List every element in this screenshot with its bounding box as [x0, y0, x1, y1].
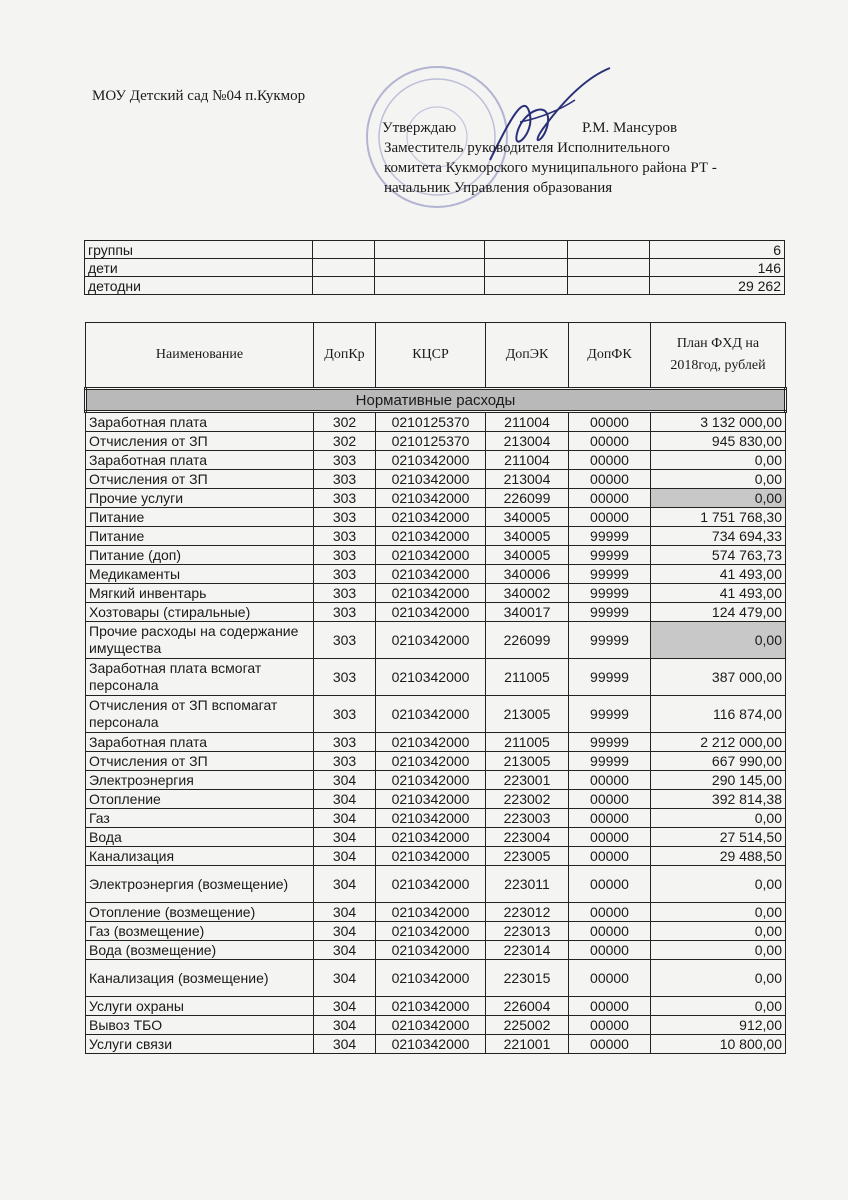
table-row: [86, 565, 786, 584]
row-plan: 392 814,38: [651, 790, 786, 809]
row-dopek: 221001: [486, 1035, 569, 1054]
row-dopek: 223002: [486, 790, 569, 809]
row-dopkr: 303: [314, 696, 376, 733]
row-dopek: 223015: [486, 960, 569, 997]
row-plan: 27 514,50: [651, 828, 786, 847]
header-name: Наименование: [86, 323, 314, 389]
row-plan: 290 145,00: [651, 771, 786, 790]
row-kcsr: 0210342000: [376, 809, 486, 828]
row-dopfk: 99999: [569, 565, 651, 584]
table-row: [86, 527, 786, 546]
row-name: Отчисления от ЗП: [86, 752, 314, 771]
row-dopek: 340002: [486, 584, 569, 603]
empty-cell: [568, 259, 650, 277]
row-dopek: 213005: [486, 752, 569, 771]
row-plan: 387 000,00: [651, 659, 786, 696]
row-kcsr: 0210342000: [376, 546, 486, 565]
row-plan: 2 212 000,00: [651, 733, 786, 752]
row-dopkr: 303: [314, 527, 376, 546]
approve-word: Утверждаю: [382, 120, 457, 136]
row-dopfk: 00000: [569, 790, 651, 809]
row-plan: 0,00: [651, 941, 786, 960]
row-plan: 945 830,00: [651, 432, 786, 451]
table-row: [86, 603, 786, 622]
row-name: Заработная плата: [86, 412, 314, 432]
table-row: [86, 489, 786, 508]
row-kcsr: 0210342000: [376, 922, 486, 941]
table-row: [86, 696, 786, 733]
row-dopek: 340006: [486, 565, 569, 584]
organization-name: МОУ Детский сад №04 п.Кукмор: [92, 88, 306, 104]
row-dopek: 213004: [486, 432, 569, 451]
row-dopek: 211004: [486, 451, 569, 470]
row-dopfk: 00000: [569, 771, 651, 790]
row-dopkr: 304: [314, 941, 376, 960]
row-kcsr: 0210125370: [376, 432, 486, 451]
row-dopkr: 303: [314, 470, 376, 489]
row-name: Заработная плата: [86, 451, 314, 470]
table-row: [86, 941, 786, 960]
row-kcsr: 0210342000: [376, 960, 486, 997]
row-plan: 124 479,00: [651, 603, 786, 622]
row-dopfk: 00000: [569, 866, 651, 903]
row-dopfk: 00000: [569, 1016, 651, 1035]
row-name: Заработная плата: [86, 733, 314, 752]
row-plan: 29 488,50: [651, 847, 786, 866]
row-kcsr: 0210342000: [376, 1016, 486, 1035]
row-name: Отчисления от ЗП: [86, 470, 314, 489]
empty-cell: [375, 259, 485, 277]
row-name: Услуги связи: [86, 1035, 314, 1054]
row-dopfk: 00000: [569, 922, 651, 941]
row-dopkr: 304: [314, 960, 376, 997]
row-plan: 0,00: [651, 622, 786, 659]
row-dopfk: 00000: [569, 997, 651, 1016]
row-plan: 41 493,00: [651, 565, 786, 584]
row-name: Вода: [86, 828, 314, 847]
row-dopkr: 303: [314, 584, 376, 603]
row-dopkr: 303: [314, 603, 376, 622]
table-row: [86, 470, 786, 489]
row-dopkr: 303: [314, 546, 376, 565]
header-dopfk: ДопФК: [569, 323, 651, 389]
row-dopek: 340005: [486, 527, 569, 546]
row-plan: 0,00: [651, 997, 786, 1016]
row-kcsr: 0210342000: [376, 584, 486, 603]
row-plan: 574 763,73: [651, 546, 786, 565]
row-dopek: 226099: [486, 489, 569, 508]
row-kcsr: 0210342000: [376, 470, 486, 489]
row-kcsr: 0210342000: [376, 866, 486, 903]
row-plan: 0,00: [651, 470, 786, 489]
table-row: [86, 432, 786, 451]
empty-cell: [568, 241, 650, 259]
row-plan: 10 800,00: [651, 1035, 786, 1054]
budget-table: [84, 322, 787, 1054]
row-dopek: 340005: [486, 546, 569, 565]
row-name: Отчисления от ЗП вспомагат персонала: [86, 696, 314, 733]
row-dopek: 211005: [486, 733, 569, 752]
row-dopkr: 303: [314, 489, 376, 508]
row-dopfk: 99999: [569, 527, 651, 546]
table-row: [86, 752, 786, 771]
row-dopfk: 99999: [569, 659, 651, 696]
row-plan: 0,00: [651, 809, 786, 828]
row-kcsr: 0210342000: [376, 1035, 486, 1054]
table-row: [86, 790, 786, 809]
row-dopek: 223001: [486, 771, 569, 790]
row-name: Питание (доп): [86, 546, 314, 565]
row-dopfk: 00000: [569, 960, 651, 997]
row-dopfk: 00000: [569, 828, 651, 847]
row-kcsr: 0210342000: [376, 752, 486, 771]
row-kcsr: 0210342000: [376, 622, 486, 659]
row-dopkr: 302: [314, 432, 376, 451]
section-row: [86, 389, 786, 412]
table-row: [86, 771, 786, 790]
row-kcsr: 0210342000: [376, 903, 486, 922]
row-name: Канализация: [86, 847, 314, 866]
row-plan: 3 132 000,00: [651, 412, 786, 432]
row-dopfk: 00000: [569, 1035, 651, 1054]
empty-cell: [485, 259, 568, 277]
table-row: [86, 809, 786, 828]
row-dopek: 223004: [486, 828, 569, 847]
empty-cell: [313, 277, 375, 295]
row-kcsr: 0210342000: [376, 790, 486, 809]
stats-row: [85, 259, 785, 277]
row-kcsr: 0210342000: [376, 733, 486, 752]
row-name: Питание: [86, 527, 314, 546]
row-dopkr: 303: [314, 659, 376, 696]
row-dopek: 223005: [486, 847, 569, 866]
table-header-row: [86, 323, 786, 389]
row-dopek: 223011: [486, 866, 569, 903]
table-row: [86, 1016, 786, 1035]
table-row: [86, 847, 786, 866]
row-kcsr: 0210342000: [376, 696, 486, 733]
row-name: Прочие расходы на содержание имущества: [86, 622, 314, 659]
row-plan: 0,00: [651, 489, 786, 508]
row-name: Электроэнергия: [86, 771, 314, 790]
row-plan: 734 694,33: [651, 527, 786, 546]
header-dopek: ДопЭК: [486, 323, 569, 389]
row-dopek: 340017: [486, 603, 569, 622]
row-plan: 667 990,00: [651, 752, 786, 771]
row-dopfk: 00000: [569, 809, 651, 828]
row-dopfk: 00000: [569, 489, 651, 508]
empty-cell: [485, 277, 568, 295]
row-dopkr: 304: [314, 922, 376, 941]
row-dopkr: 304: [314, 847, 376, 866]
approver-position-line: Заместитель руководителя Исполнительного: [384, 140, 670, 156]
row-plan: 0,00: [651, 451, 786, 470]
row-plan: 116 874,00: [651, 696, 786, 733]
row-dopek: 211005: [486, 659, 569, 696]
table-row: [86, 960, 786, 997]
row-name: Газ (возмещение): [86, 922, 314, 941]
row-kcsr: 0210342000: [376, 489, 486, 508]
row-plan: 0,00: [651, 922, 786, 941]
row-kcsr: 0210342000: [376, 451, 486, 470]
row-dopek: 225002: [486, 1016, 569, 1035]
stats-label: дети: [85, 259, 313, 277]
row-dopek: 213004: [486, 470, 569, 489]
row-dopkr: 303: [314, 565, 376, 584]
empty-cell: [375, 277, 485, 295]
empty-cell: [485, 241, 568, 259]
table-row: [86, 997, 786, 1016]
row-dopfk: 99999: [569, 584, 651, 603]
row-dopek: 223013: [486, 922, 569, 941]
row-dopek: 211004: [486, 412, 569, 432]
row-name: Хозтовары (стиральные): [86, 603, 314, 622]
row-dopek: 226099: [486, 622, 569, 659]
table-row: [86, 451, 786, 470]
table-row: [86, 412, 786, 432]
row-kcsr: 0210342000: [376, 847, 486, 866]
table-row: [86, 903, 786, 922]
row-dopek: 223014: [486, 941, 569, 960]
row-plan: 0,00: [651, 960, 786, 997]
row-dopkr: 303: [314, 508, 376, 527]
row-dopfk: 99999: [569, 546, 651, 565]
row-dopkr: 303: [314, 622, 376, 659]
empty-cell: [568, 277, 650, 295]
row-kcsr: 0210342000: [376, 659, 486, 696]
row-plan: 41 493,00: [651, 584, 786, 603]
table-row: [86, 546, 786, 565]
approval-block: [370, 118, 810, 198]
row-dopfk: 00000: [569, 941, 651, 960]
table-row: [86, 733, 786, 752]
stats-value: 6: [650, 241, 785, 259]
row-dopek: 223003: [486, 809, 569, 828]
stats-label: группы: [85, 241, 313, 259]
row-kcsr: 0210342000: [376, 508, 486, 527]
row-dopkr: 304: [314, 1016, 376, 1035]
row-kcsr: 0210342000: [376, 941, 486, 960]
row-plan: 912,00: [651, 1016, 786, 1035]
row-name: Мягкий инвентарь: [86, 584, 314, 603]
header-kcsr: КЦСР: [376, 323, 486, 389]
table-row: [86, 508, 786, 527]
row-dopfk: 99999: [569, 696, 651, 733]
row-name: Электроэнергия (возмещение): [86, 866, 314, 903]
table-row: [86, 828, 786, 847]
row-dopkr: 302: [314, 412, 376, 432]
table-row: [86, 659, 786, 696]
row-dopfk: 99999: [569, 603, 651, 622]
row-name: Отчисления от ЗП: [86, 432, 314, 451]
empty-cell: [375, 241, 485, 259]
row-kcsr: 0210342000: [376, 828, 486, 847]
row-kcsr: 0210342000: [376, 771, 486, 790]
table-row: [86, 922, 786, 941]
row-plan: 0,00: [651, 903, 786, 922]
row-dopfk: 00000: [569, 508, 651, 527]
stats-row: [85, 241, 785, 259]
row-name: Заработная плата всмогат персонала: [86, 659, 314, 696]
row-dopfk: 99999: [569, 622, 651, 659]
stats-value: 146: [650, 259, 785, 277]
row-dopkr: 304: [314, 1035, 376, 1054]
row-dopkr: 304: [314, 997, 376, 1016]
section-title: Нормативные расходы: [86, 389, 786, 412]
stats-label: детодни: [85, 277, 313, 295]
row-name: Медикаменты: [86, 565, 314, 584]
row-name: Отопление (возмещение): [86, 903, 314, 922]
empty-cell: [313, 241, 375, 259]
table-row: [86, 622, 786, 659]
approver-position-line: комитета Кукморского муниципального района РТ -: [384, 160, 717, 176]
row-name: Услуги охраны: [86, 997, 314, 1016]
row-kcsr: 0210342000: [376, 527, 486, 546]
row-name: Вода (возмещение): [86, 941, 314, 960]
row-dopkr: 304: [314, 903, 376, 922]
row-dopek: 223012: [486, 903, 569, 922]
row-name: Газ: [86, 809, 314, 828]
row-dopfk: 00000: [569, 847, 651, 866]
row-dopkr: 304: [314, 866, 376, 903]
row-name: Прочие услуги: [86, 489, 314, 508]
row-kcsr: 0210342000: [376, 565, 486, 584]
row-dopek: 213005: [486, 696, 569, 733]
row-dopkr: 303: [314, 451, 376, 470]
stats-table: [84, 240, 785, 295]
row-dopkr: 304: [314, 771, 376, 790]
row-dopfk: 99999: [569, 733, 651, 752]
stats-value: 29 262: [650, 277, 785, 295]
row-kcsr: 0210342000: [376, 997, 486, 1016]
row-name: Питание: [86, 508, 314, 527]
row-kcsr: 0210125370: [376, 412, 486, 432]
table-row: [86, 584, 786, 603]
approver-position-line: начальник Управления образования: [384, 180, 613, 196]
header-dopkr: ДопКр: [314, 323, 376, 389]
row-dopfk: 00000: [569, 903, 651, 922]
row-dopkr: 303: [314, 733, 376, 752]
row-dopfk: 00000: [569, 412, 651, 432]
row-dopkr: 304: [314, 790, 376, 809]
row-dopek: 226004: [486, 997, 569, 1016]
table-row: [86, 866, 786, 903]
row-dopfk: 00000: [569, 432, 651, 451]
row-name: Канализация (возмещение): [86, 960, 314, 997]
row-name: Отопление: [86, 790, 314, 809]
row-plan: 1 751 768,30: [651, 508, 786, 527]
row-kcsr: 0210342000: [376, 603, 486, 622]
row-dopek: 340005: [486, 508, 569, 527]
row-plan: 0,00: [651, 866, 786, 903]
row-dopfk: 00000: [569, 470, 651, 489]
empty-cell: [313, 259, 375, 277]
row-dopkr: 304: [314, 828, 376, 847]
row-dopfk: 00000: [569, 451, 651, 470]
row-name: Вывоз ТБО: [86, 1016, 314, 1035]
row-dopkr: 304: [314, 809, 376, 828]
table-row: [86, 1035, 786, 1054]
stats-row: [85, 277, 785, 295]
row-dopkr: 303: [314, 752, 376, 771]
header-plan: План ФХД на 2018год, рублей: [651, 323, 786, 389]
row-dopfk: 99999: [569, 752, 651, 771]
approver-name: Р.М. Мансуров: [582, 120, 678, 136]
